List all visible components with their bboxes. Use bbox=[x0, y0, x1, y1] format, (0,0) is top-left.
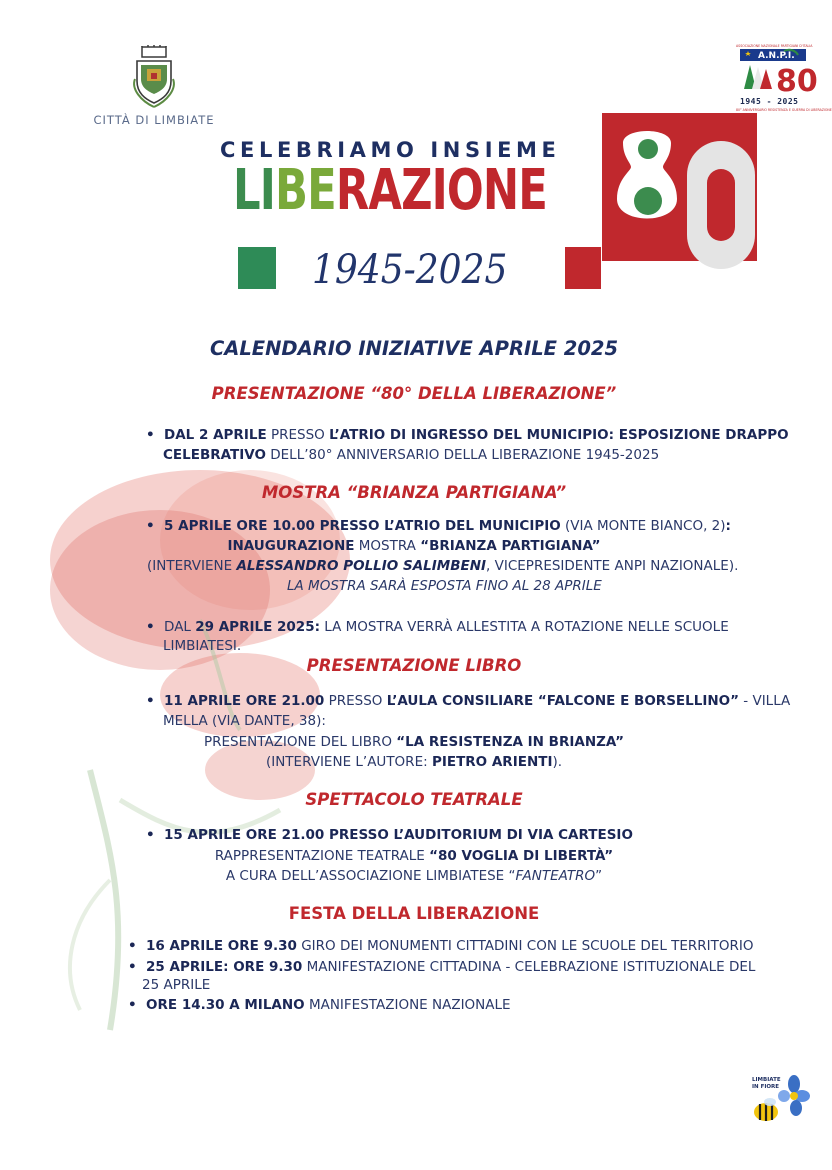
anpi-logo bbox=[736, 44, 832, 120]
s2-address: (VIA MONTE BIANCO, 2) bbox=[560, 518, 726, 534]
bullet: • bbox=[146, 827, 165, 843]
s3-author: PIETRO ARIENTI bbox=[431, 754, 553, 770]
s1-celebrativo: CELEBRATIVO bbox=[163, 447, 266, 463]
s5-milano: ORE 14.30 A MILANO bbox=[146, 997, 305, 1013]
s3-line-4 bbox=[0, 754, 828, 770]
logo-line-2: IN FIORE bbox=[752, 1084, 780, 1090]
s5-date-1: 16 APRILE ORE 9.30 bbox=[146, 938, 297, 954]
s3-line-1 bbox=[146, 693, 790, 709]
s2-speaker-role: , VICEPRESIDENTE ANPI NAZIONALE). bbox=[486, 558, 739, 574]
s2-exhibition-name: “BRIANZA PARTIGIANA” bbox=[420, 538, 601, 554]
s2-line-1 bbox=[146, 518, 731, 534]
bullet: • bbox=[146, 619, 165, 635]
s2-inaugurazione: INAUGURAZIONE bbox=[227, 538, 355, 554]
s3-author-intro: (INTERVIENE L’AUTORE: bbox=[265, 754, 432, 770]
s2-line-6: LIMBIATESI. bbox=[163, 638, 242, 654]
s4-date-location: 15 APRILE ORE 21.00 PRESSO L’AUDITORIUM DI VIA CARTESIO bbox=[164, 827, 633, 843]
logo-line-1: LIMBIATE bbox=[752, 1077, 781, 1083]
s5-line-1 bbox=[128, 938, 754, 954]
s5-text-1: GIRO DEI MONUMENTI CITTADINI CON LE SCUOLE DEL TERRITORIO bbox=[296, 938, 754, 954]
s2-date-location: 5 APRILE ORE 10.00 PRESSO L’ATRIO DEL MUNICIPIO bbox=[164, 518, 561, 534]
s5-text-2: MANIFESTAZIONE CITTADINA - CELEBRAZIONE ISTITUZIONALE DEL bbox=[302, 959, 756, 975]
s3-date: 11 APRILE ORE 21.00 bbox=[164, 693, 325, 709]
s5-date-2: 25 APRILE: ORE 9.30 bbox=[146, 959, 303, 975]
limbiate-in-fiore-logo bbox=[752, 1074, 810, 1126]
s5-line-4 bbox=[128, 997, 511, 1013]
s5-line-3: 25 APRILE bbox=[142, 977, 211, 993]
s4-line-1 bbox=[146, 827, 633, 843]
s3-location: L’AULA CONSILIARE “FALCONE E BORSELLINO” bbox=[386, 693, 740, 709]
header-liberazione-word bbox=[233, 158, 547, 223]
s3-villa: - VILLA bbox=[739, 693, 791, 709]
s3-presso: PRESSO bbox=[324, 693, 387, 709]
s3-presentazione: PRESENTAZIONE DEL LIBRO bbox=[204, 734, 397, 750]
s2-dal: DAL bbox=[164, 619, 196, 635]
header-kicker: CELEBRIAMO INSIEME bbox=[220, 138, 561, 162]
s2-colon: : bbox=[725, 518, 731, 534]
s3-line-2: MELLA (VIA DANTE, 38): bbox=[163, 713, 326, 729]
section-title-festa: FESTA DELLA LIBERAZIONE bbox=[288, 904, 540, 923]
s2-rotation-text: LA MOSTRA VERRÀ ALLESTITA A ROTAZIONE NELLE SCUOLE bbox=[320, 619, 729, 635]
s1-line-1 bbox=[146, 427, 789, 443]
bullet: • bbox=[128, 997, 147, 1013]
s1-date: DAL 2 APRILE bbox=[164, 427, 267, 443]
s4-line-2 bbox=[0, 848, 828, 864]
anpi-anniversary-tagline: 80° ANNIVERSARIO RESISTENZA E GUERRA DI LIBERAZIONE bbox=[736, 108, 832, 112]
s2-line-3 bbox=[147, 558, 738, 574]
word-part-be: BE bbox=[275, 158, 336, 223]
anpi-association-name: ASSOCIAZIONE NAZIONALE PARTIGIANI D'ITALIA bbox=[736, 44, 813, 48]
anpi-acronym: A.N.P.I. bbox=[758, 51, 795, 61]
s4-a-cura: A CURA DELL’ASSOCIAZIONE LIMBIATESE “ bbox=[225, 868, 516, 884]
calendar-title: CALENDARIO INIZIATIVE APRILE 2025 bbox=[209, 337, 619, 360]
s2-line-5 bbox=[146, 619, 729, 635]
s2-interviene: (INTERVIENE bbox=[147, 558, 237, 574]
city-of-limbiate-logo bbox=[84, 45, 224, 127]
city-coat-of-arms-icon bbox=[131, 45, 177, 111]
word-part-li: LI bbox=[233, 158, 276, 223]
word-part-raz: RAZ bbox=[335, 158, 432, 223]
bullet: • bbox=[146, 693, 165, 709]
word-part-ione: IONE bbox=[431, 158, 548, 223]
s3-close: ). bbox=[552, 754, 563, 770]
section-title-libro: PRESENTAZIONE LIBRO bbox=[306, 656, 522, 675]
section-title-mostra: MOSTRA “BRIANZA PARTIGIANA” bbox=[261, 483, 567, 502]
s5-text-4: MANIFESTAZIONE NAZIONALE bbox=[304, 997, 511, 1013]
bullet: • bbox=[146, 518, 165, 534]
s2-date-2: 29 APRILE 2025: bbox=[195, 619, 320, 635]
s5-line-2 bbox=[128, 959, 755, 975]
bullet: • bbox=[128, 938, 147, 954]
s1-location: L’ATRIO DI INGRESSO DEL MUNICIPIO: ESPOSIZIONE DRAPPO bbox=[329, 427, 789, 443]
bullet: • bbox=[128, 959, 147, 975]
s4-rappresentazione: RAPPRESENTAZIONE TEATRALE bbox=[214, 848, 430, 864]
section-title-spettacolo: SPETTACOLO TEATRALE bbox=[305, 790, 523, 809]
s2-line-2 bbox=[0, 538, 828, 554]
s4-line-3 bbox=[0, 868, 828, 884]
city-name: CITTÀ DI LIMBIATE bbox=[93, 113, 215, 127]
s1-text: PRESSO bbox=[266, 427, 330, 443]
s2-text: MOSTRA bbox=[354, 538, 421, 554]
s4-quote-close: ” bbox=[595, 868, 603, 884]
s2-speaker: ALESSANDRO POLLIO SALIMBENI bbox=[236, 558, 487, 574]
s4-company: FANTEATRO bbox=[515, 868, 596, 884]
bullet: • bbox=[146, 427, 165, 443]
s1-line-2 bbox=[163, 447, 659, 463]
s3-line-3 bbox=[0, 734, 828, 750]
s2-line-4: LA MOSTRA SARÀ ESPOSTA FINO AL 28 APRILE bbox=[287, 578, 602, 594]
flower-bee-icon bbox=[752, 1074, 810, 1126]
anpi-years: 1945 - 2025 bbox=[740, 97, 799, 106]
s4-show-title: “80 VOGLIA DI LIBERTÀ” bbox=[429, 848, 614, 864]
svg-text:80: 80 bbox=[776, 64, 818, 99]
section-title-presentazione-80: PRESENTAZIONE “80° DELLA LIBERAZIONE” bbox=[211, 384, 617, 403]
header-years: 1945-2025 bbox=[312, 247, 508, 293]
s3-book-title: “LA RESISTENZA IN BRIANZA” bbox=[396, 734, 624, 750]
s1-text-2: DELL’80° ANNIVERSARIO DELLA LIBERAZIONE 1945-2025 bbox=[265, 447, 660, 463]
